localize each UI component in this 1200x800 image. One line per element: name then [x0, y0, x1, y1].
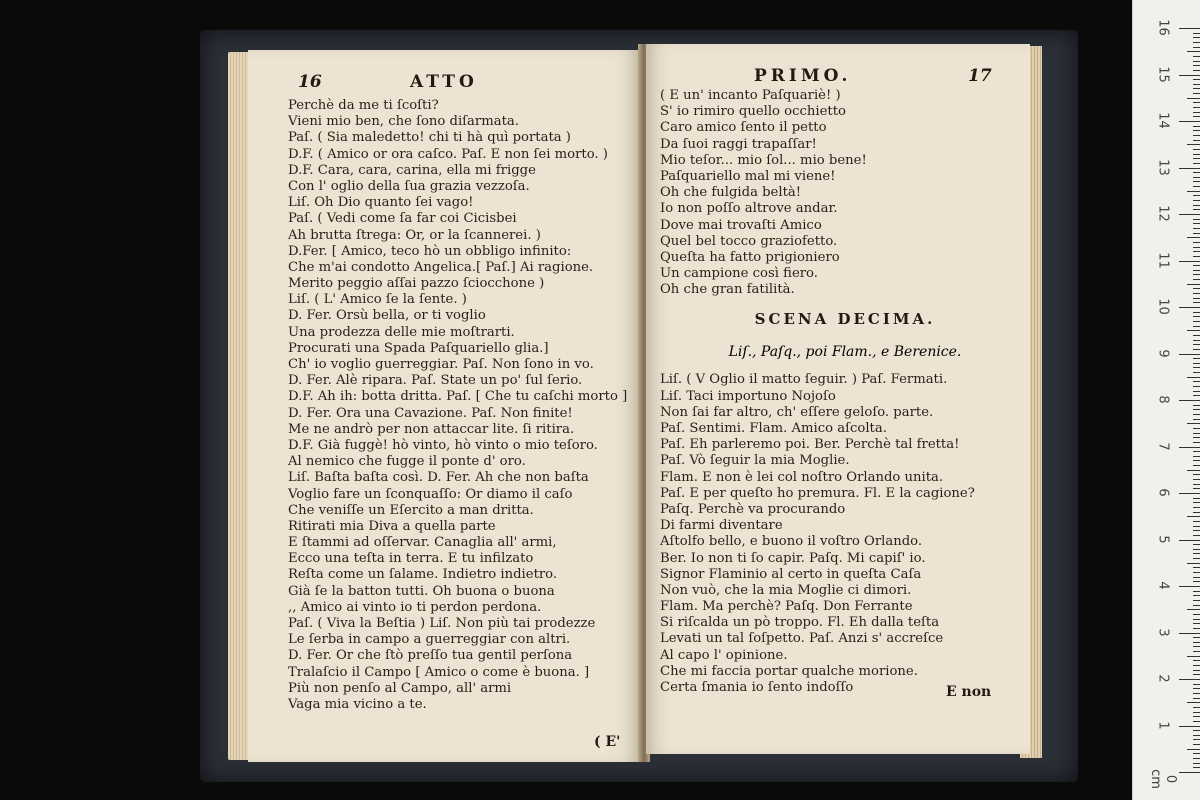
ruler-tick	[1179, 540, 1200, 541]
ruler-tick	[1179, 261, 1200, 262]
ruler-tick	[1193, 660, 1200, 661]
ruler-label: 5	[1155, 534, 1171, 544]
ruler-tick	[1193, 358, 1200, 359]
ruler-tick	[1193, 274, 1200, 275]
ruler-tick	[1187, 284, 1200, 285]
dialogue-line: Paſ. Vò ſeguir la mia Moglie.	[660, 453, 850, 469]
ruler-tick	[1193, 553, 1200, 554]
text-line: Io non poſſo altrove andar.	[660, 201, 838, 217]
ruler-tick	[1193, 739, 1200, 740]
ruler-tick	[1193, 93, 1200, 94]
ruler-label: 15	[1155, 65, 1171, 83]
ruler-label: 2	[1155, 674, 1171, 683]
ruler-tick	[1193, 247, 1200, 248]
ruler-tick	[1193, 474, 1200, 475]
measurement-ruler	[1132, 0, 1200, 800]
ruler-tick	[1193, 335, 1200, 336]
ruler-tick	[1193, 242, 1200, 243]
text-line: Tralaſcio il Campo [ Amico o come è buona. ]	[288, 664, 590, 680]
ruler-tick	[1193, 684, 1200, 685]
ruler-tick	[1193, 344, 1200, 345]
text-line: Con l' oglio della ſua grazia vezzoſa.	[288, 178, 530, 194]
running-head: ATTO	[410, 72, 478, 92]
ruler-tick	[1193, 572, 1200, 573]
ruler-tick	[1179, 400, 1200, 401]
ruler-tick	[1193, 460, 1200, 461]
ruler-tick	[1193, 316, 1200, 317]
dialogue-line: Che mi faccia portar qualche morione.	[660, 663, 918, 679]
text-line: D.F. Ah ih: botta dritta. Paſ. [ Che tu caſchi morto ]	[288, 389, 628, 405]
spacer	[660, 332, 1030, 340]
ruler-tick	[1193, 730, 1200, 731]
ruler-tick	[1193, 37, 1200, 38]
ruler-tick	[1193, 130, 1200, 131]
ruler-label: 3	[1155, 627, 1171, 637]
ruler-tick	[1193, 456, 1200, 457]
dialogue-line: Levati un tal ſoſpetto. Paſ. Anzi s' accreſce	[660, 631, 944, 647]
left-page	[248, 50, 642, 762]
catchword: E non	[946, 684, 992, 700]
ruler-tick	[1193, 535, 1200, 536]
text-line: ( E un' incanto Paſquariè! )	[660, 88, 841, 103]
ruler-tick	[1193, 502, 1200, 503]
ruler-tick	[1193, 753, 1200, 754]
ruler-tick	[1193, 526, 1200, 527]
ruler-tick	[1193, 707, 1200, 708]
ruler-tick	[1193, 102, 1200, 103]
ruler-tick	[1193, 428, 1200, 429]
ruler-tick	[1193, 488, 1200, 489]
verse-block	[660, 88, 1030, 298]
text-line: D.Fer. [ Amico, teco hò un obbligo infinito:	[288, 243, 572, 259]
ruler-tick	[1179, 493, 1200, 494]
ruler-tick	[1187, 749, 1200, 750]
ruler-tick	[1193, 112, 1200, 113]
ruler-label: 6	[1155, 488, 1171, 497]
text-block	[288, 98, 642, 713]
dialogue-line: Signor Flaminio al certo in queſta Caſa	[660, 566, 922, 582]
ruler-tick	[1193, 544, 1200, 545]
ruler-tick	[1187, 51, 1200, 52]
text-line: Mio teſor... mio ſol... mio bene!	[660, 152, 867, 168]
text-line: Liſ. Oh Dio quanto ſei vago!	[288, 195, 474, 211]
ruler-tick	[1193, 312, 1200, 313]
text-line: Le ſerba in campo a guerreggiar con altri.	[288, 632, 571, 648]
ruler-label: 12	[1155, 205, 1171, 222]
right-page	[646, 44, 1030, 754]
cast-list: Liſ., Paſq., poi Flam., e Berenice.	[728, 344, 962, 361]
ruler-tick	[1193, 670, 1200, 671]
ruler-tick	[1193, 321, 1200, 322]
ruler-tick	[1187, 191, 1200, 192]
ruler-tick	[1187, 516, 1200, 517]
ruler-tick	[1179, 168, 1200, 169]
ruler-tick	[1193, 395, 1200, 396]
ruler-tick	[1193, 577, 1200, 578]
ruler-tick	[1193, 693, 1200, 694]
ruler-tick	[1193, 386, 1200, 387]
ruler-label: 13	[1155, 158, 1171, 176]
ruler-tick	[1193, 437, 1200, 438]
text-line: Merito peggio aſſai pazzo ſciocchone )	[288, 276, 545, 292]
ruler-tick	[1187, 237, 1200, 238]
ruler-tick	[1193, 126, 1200, 127]
ruler-tick	[1193, 623, 1200, 624]
ruler-tick	[1193, 149, 1200, 150]
text-line: Al nemico che fugge il ponte d' oro.	[288, 454, 526, 470]
ruler-tick	[1187, 563, 1200, 564]
text-line: S' io rimiro quello occhietto	[660, 104, 846, 120]
ruler-tick	[1193, 79, 1200, 80]
spacer	[660, 364, 1030, 372]
ruler-tick	[1179, 447, 1200, 448]
ruler-tick	[1179, 214, 1200, 215]
ruler-tick	[1193, 498, 1200, 499]
ruler-tick	[1193, 56, 1200, 57]
ruler-tick	[1193, 465, 1200, 466]
ruler-label: 1	[1155, 720, 1171, 730]
ruler-tick	[1193, 116, 1200, 117]
ruler-tick	[1179, 633, 1200, 634]
ruler-tick	[1193, 646, 1200, 647]
dialogue-line: Di farmi diventare	[660, 518, 783, 534]
ruler-tick	[1193, 391, 1200, 392]
ruler-tick	[1193, 251, 1200, 252]
dialogue-line: Ber. Io non ti ſo capir. Paſq. Mi capiſ' io.	[660, 550, 926, 566]
ruler-tick	[1193, 591, 1200, 592]
ruler-label: 16	[1155, 19, 1171, 36]
text-line: Reſta come un ſalame. Indietro indietro.	[288, 567, 558, 583]
ruler-tick	[1193, 549, 1200, 550]
ruler-tick	[1193, 65, 1200, 66]
ruler-tick	[1193, 158, 1200, 159]
ruler-label: 7	[1155, 441, 1171, 451]
ruler-tick	[1193, 61, 1200, 62]
ruler-tick	[1193, 451, 1200, 452]
ruler-tick	[1193, 279, 1200, 280]
ruler-tick	[1193, 172, 1200, 173]
ruler-label: 10	[1155, 298, 1171, 315]
ruler-tick	[1193, 651, 1200, 652]
ruler-tick	[1193, 186, 1200, 187]
ruler-label: 14	[1155, 112, 1171, 129]
ruler-tick	[1193, 42, 1200, 43]
dialogue-line: Certa ſmania io ſento indoſſo	[660, 680, 854, 695]
ruler-tick	[1193, 302, 1200, 303]
ruler-tick	[1193, 135, 1200, 136]
dialogue-line: Paſ. E per queſto ho premura. Fl. E la cagione?	[660, 485, 975, 501]
ruler-tick	[1193, 409, 1200, 410]
ruler-tick	[1179, 307, 1200, 308]
text-line: Paſ. ( Vedi come ſa far coi Cicisbei	[288, 211, 517, 227]
ruler-tick	[1179, 726, 1200, 727]
ruler-tick	[1193, 619, 1200, 620]
dialogue-line: Non ſai far altro, ch' eſſere geloſo. parte.	[660, 404, 934, 420]
dialogue-line: Liſ. Taci importuno Nojoſo	[660, 388, 836, 404]
ruler-tick	[1193, 530, 1200, 531]
ruler-tick	[1193, 484, 1200, 485]
running-head: PRIMO.	[754, 66, 852, 86]
page-number: 17	[968, 66, 992, 86]
scene-title: SCENA DECIMA.	[754, 310, 936, 329]
ruler-tick	[1193, 84, 1200, 85]
ruler-tick	[1193, 163, 1200, 164]
ruler-tick	[1193, 372, 1200, 373]
ruler-tick	[1193, 349, 1200, 350]
dialogue-line: Non vuò, che la mia Moglie ci dimori.	[660, 582, 912, 598]
ruler-tick	[1193, 763, 1200, 764]
text-line: Ecco una teſta in terra. E tu infilzato	[288, 551, 534, 567]
ruler-tick	[1193, 419, 1200, 420]
text-line: Dove mai trovaſti Amico	[660, 217, 822, 233]
catchword: ( E'	[594, 734, 621, 750]
ruler-tick	[1193, 219, 1200, 220]
ruler-tick	[1193, 270, 1200, 271]
ruler-label: 9	[1155, 348, 1171, 358]
ruler-tick	[1193, 433, 1200, 434]
ruler-tick	[1179, 28, 1200, 29]
ruler-tick	[1193, 414, 1200, 415]
text-block	[660, 88, 1030, 696]
text-line: Procurati una Spada Paſquariello glia.]	[288, 340, 549, 356]
text-line: Un campione così fiero.	[660, 266, 818, 282]
ruler-tick	[1193, 177, 1200, 178]
ruler-tick	[1193, 47, 1200, 48]
text-line: Me ne andrò per non attaccar lite. ſi ritira.	[288, 421, 575, 437]
ruler-tick	[1193, 567, 1200, 568]
text-line: Quel bel tocco graziofetto.	[660, 233, 838, 249]
text-line: Ch' io voglio guerreggiar. Paſ. Non ſono in vo.	[288, 357, 594, 372]
text-line: Ritirati mia Diva a quella parte	[288, 518, 496, 534]
ruler-tick	[1179, 75, 1200, 76]
text-line: Una prodezza delle mie moſtrarti.	[288, 324, 515, 340]
text-line: Perchè da me ti ſcoſti?	[288, 98, 439, 113]
ruler-tick	[1193, 721, 1200, 722]
text-line: Paſquariello mal mi viene!	[660, 168, 836, 184]
ruler-tick	[1193, 107, 1200, 108]
ruler-tick	[1179, 354, 1200, 355]
ruler-tick	[1187, 330, 1200, 331]
ruler-tick	[1193, 288, 1200, 289]
ruler-tick	[1187, 423, 1200, 424]
ruler-label: 8	[1155, 395, 1171, 404]
ruler-tick	[1179, 121, 1200, 122]
ruler-tick	[1193, 363, 1200, 364]
text-line: Liſ. ( L' Amico ſe la ſente. )	[288, 292, 467, 308]
ruler-tick	[1193, 665, 1200, 666]
ruler-tick	[1193, 716, 1200, 717]
text-line: Oh che fulgida beltà!	[660, 185, 802, 201]
ruler-tick	[1187, 144, 1200, 145]
text-line: Queſta ha fatto prigioniero	[660, 249, 840, 265]
ruler-tick	[1193, 758, 1200, 759]
ruler-tick	[1193, 381, 1200, 382]
ruler-tick	[1193, 442, 1200, 443]
ruler-tick	[1193, 521, 1200, 522]
text-line: D.F. Già fuggè! hò vinto, hò vinto o mio teſoro.	[288, 437, 598, 453]
ruler-tick	[1193, 200, 1200, 201]
ruler-tick	[1193, 233, 1200, 234]
text-line: D. Fer. Ora una Cavazione. Paſ. Non finite!	[288, 405, 573, 421]
text-line: D.F. ( Amico or ora caſco. Paſ. E non ſei morto. )	[288, 146, 608, 162]
spacer	[660, 298, 1030, 306]
ruler-tick	[1193, 256, 1200, 257]
text-line: E ſtammi ad oſſervar. Canaglia all' armi,	[288, 535, 557, 551]
ruler-tick	[1193, 33, 1200, 34]
ruler-tick	[1187, 609, 1200, 610]
ruler-tick	[1193, 140, 1200, 141]
ruler-tick	[1193, 367, 1200, 368]
ruler-tick	[1193, 479, 1200, 480]
ruler-tick	[1193, 326, 1200, 327]
text-line: ,, Amico ai vinto io ti perdon perdona.	[288, 599, 542, 615]
text-line: Che m'ai condotto Angelica.[ Paſ.] Ai ragione.	[288, 259, 594, 275]
ruler-tick	[1193, 600, 1200, 601]
dialogue-line: Si riſcalda un pò troppo. Fl. Eh dalla teſta	[660, 615, 940, 631]
ruler-label: 0 cm	[1148, 769, 1178, 789]
ruler-tick	[1193, 767, 1200, 768]
ruler-tick	[1193, 223, 1200, 224]
text-line: D. Fer. Orsù bella, or ti voglio	[288, 308, 486, 324]
text-line: D. Fer. Alè ripara. Paſ. State un po' ſul ſerio.	[288, 373, 583, 389]
ruler-tick	[1193, 628, 1200, 629]
ruler-tick	[1179, 586, 1200, 587]
dialogue-line: Al capo l' opinione.	[660, 647, 788, 663]
ruler-tick	[1193, 558, 1200, 559]
ruler-tick	[1193, 405, 1200, 406]
text-line: Oh che gran fatilità.	[660, 282, 795, 298]
dialogue-line: Liſ. ( V Oglio il matto ſeguir. ) Paſ. Fermati.	[660, 372, 948, 388]
ruler-tick	[1193, 674, 1200, 675]
ruler-tick	[1187, 470, 1200, 471]
dialogue-line: Aſtolfo bello, e buono il voſtro Orlando.	[660, 534, 923, 550]
text-line: Da ſuoi raggi trapaſſar!	[660, 136, 817, 152]
ruler-tick	[1187, 656, 1200, 657]
dialogue-line: Paſq. Perchè va procurando	[660, 501, 846, 517]
ruler-tick	[1193, 642, 1200, 643]
dialogue-line: Flam. E non è lei col noſtro Orlando unita.	[660, 469, 944, 485]
ruler-tick	[1193, 293, 1200, 294]
dialogue-block	[660, 372, 1030, 696]
ruler-tick	[1193, 298, 1200, 299]
text-line: D. Fer. Or che ſtò preſſo tua gentil perſona	[288, 648, 573, 664]
text-line: Caro amico ſento il petto	[660, 120, 827, 136]
dialogue-line: Flam. Ma perchè? Paſq. Don Ferrante	[660, 599, 913, 615]
ruler-tick	[1193, 735, 1200, 736]
ruler-tick	[1193, 595, 1200, 596]
ruler-tick	[1193, 688, 1200, 689]
text-line: Ah brutta ſtrega: Or, or la ſcannerei. )	[288, 227, 541, 243]
ruler-tick	[1193, 507, 1200, 508]
ruler-tick	[1193, 154, 1200, 155]
ruler-tick	[1193, 70, 1200, 71]
ruler-tick	[1187, 702, 1200, 703]
text-line: Voglio fare un ſconquaſſo: Or diamo il caſo	[288, 486, 573, 502]
text-line: Che veniſſe un Eſercito a man dritta.	[288, 502, 534, 518]
ruler-tick	[1193, 581, 1200, 582]
text-line: Più non penſo al Campo, all' armi	[288, 680, 512, 696]
ruler-tick	[1187, 377, 1200, 378]
ruler-tick	[1193, 712, 1200, 713]
text-line: Già ſe la batton tutti. Oh buona o buona	[288, 583, 555, 599]
text-line: Vaga mia vicino a te.	[288, 696, 427, 712]
ruler-tick	[1193, 228, 1200, 229]
ruler-tick	[1193, 605, 1200, 606]
ruler-tick	[1193, 181, 1200, 182]
dialogue-line: Paſ. Sentimi. Flam. Amico aſcolta.	[660, 421, 887, 436]
text-line: Vieni mio ben, che ſono diſarmata.	[288, 114, 519, 130]
ruler-tick	[1193, 698, 1200, 699]
ruler-label: 4	[1155, 581, 1171, 590]
ruler-tick	[1193, 265, 1200, 266]
ruler-tick	[1193, 340, 1200, 341]
ruler-tick	[1193, 209, 1200, 210]
ruler-tick	[1193, 512, 1200, 513]
text-line: Paſ. ( Viva la Beſtia ) Liſ. Non più tai prodezze	[288, 616, 596, 631]
page-number: 16	[298, 72, 322, 92]
text-line: Liſ. Baſta baſta così. D. Fer. Ah che non baſta	[288, 470, 589, 486]
ruler-tick	[1193, 195, 1200, 196]
ruler-tick	[1179, 772, 1200, 773]
dialogue-line: Paſ. Eh parleremo poi. Ber. Perchè tal fretta!	[660, 437, 960, 453]
ruler-tick	[1193, 637, 1200, 638]
ruler-tick	[1193, 205, 1200, 206]
ruler-tick	[1193, 614, 1200, 615]
text-line: Paſ. ( Sia maledetto! chi ti hà quì portata )	[288, 130, 571, 146]
ruler-tick	[1193, 88, 1200, 89]
text-line: D.F. Cara, cara, carina, ella mi frigge	[288, 162, 536, 178]
ruler-tick	[1193, 744, 1200, 745]
ruler-label: 11	[1155, 251, 1171, 269]
ruler-tick	[1179, 679, 1200, 680]
ruler-tick	[1187, 98, 1200, 99]
